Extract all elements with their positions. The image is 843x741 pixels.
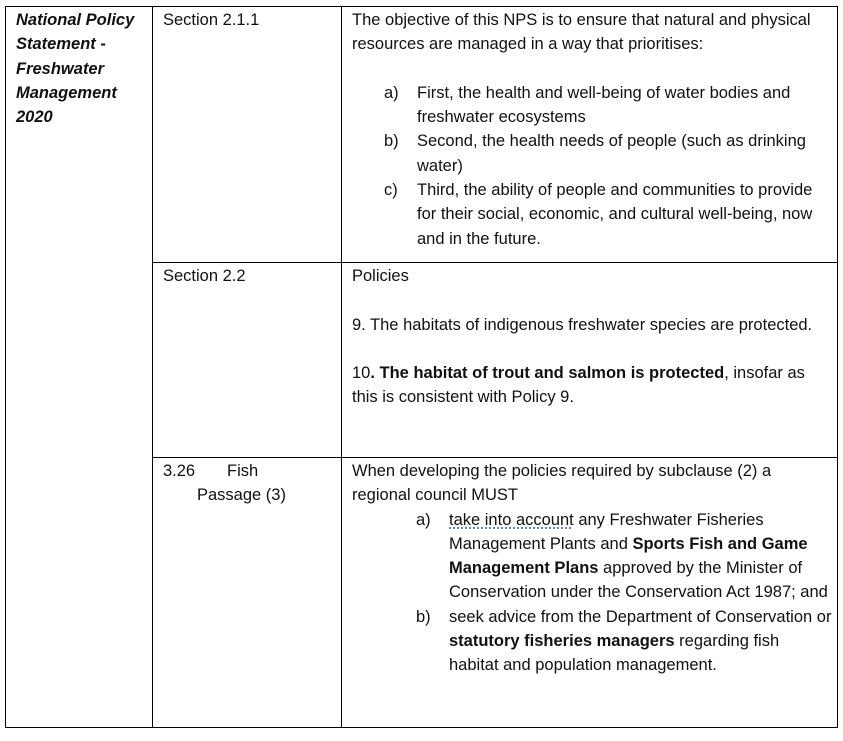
- list-item: [352, 605, 833, 678]
- list-text: seek advice from the Department of Conservation or: [449, 607, 832, 626]
- section-cell: [153, 7, 342, 263]
- section-number: 3.26: [163, 462, 196, 480]
- policies-heading: Policies: [352, 267, 409, 285]
- list-label: c): [384, 181, 398, 200]
- instrument-title-cell: [6, 7, 153, 728]
- list-text: First, the health and well-being of water bodies and freshwater ecosystems: [417, 83, 791, 127]
- section-reference: [163, 459, 337, 483]
- content-cell: [342, 458, 838, 728]
- list-text: Second, the health needs of people (such as drinking water): [417, 132, 806, 175]
- table-row: [6, 7, 838, 263]
- section-reference: Section 2.2: [163, 267, 246, 285]
- policy-10-number: 10: [352, 364, 371, 383]
- list-label: a): [384, 83, 399, 102]
- policy-10-bold: . The habitat of trout and salmon is protected: [370, 364, 725, 383]
- list-text: regarding fish habitat and population management.: [449, 632, 780, 675]
- list-item: [352, 508, 833, 605]
- list-label: b): [384, 132, 399, 151]
- list-text: Third, the ability of people and communities to provide for their social, economic, and cultural well-being, now and in the future.: [417, 181, 813, 248]
- objective-intro: The objective of this NPS is to ensure that natural and physical resources are managed in a way that prioritises:: [352, 11, 811, 54]
- list-text: approved by the Minister of Conservation under the Conservation Act 1987; and: [449, 559, 828, 602]
- list-label: b): [416, 607, 431, 626]
- content-cell: [342, 263, 838, 458]
- section-title-second: Passage (3): [197, 486, 286, 505]
- priority-list: [352, 81, 833, 251]
- instrument-title: National Policy Statement - Freshwater Management 2020: [16, 11, 135, 127]
- section-cell: [153, 458, 342, 728]
- section-reference: Section 2.1.1: [163, 11, 260, 29]
- list-item: [352, 81, 833, 130]
- list-bold-text: Sports Fish and Game Management Plans: [449, 534, 808, 578]
- list-text: any Freshwater Fisheries Management Plants and: [449, 510, 764, 553]
- policy-10-rest: , insofar as this is consistent with Policy 9.: [352, 364, 805, 407]
- list-bold-text: statutory fisheries managers: [449, 632, 675, 651]
- section-cell: [153, 263, 342, 458]
- list-item: [352, 178, 833, 251]
- policy-10: [352, 361, 833, 410]
- policy-table: [5, 6, 838, 728]
- section-title-first: Fish: [227, 462, 259, 480]
- clause-intro: When developing the policies required by subclause (2) a regional council MUST: [352, 462, 772, 505]
- requirements-list: [352, 508, 833, 678]
- spellcheck-underlined-text[interactable]: take into account: [449, 510, 574, 529]
- list-item: [352, 129, 833, 178]
- list-label: a): [416, 510, 431, 529]
- policy-9: 9. The habitats of indigenous freshwater species are protected.: [352, 315, 813, 334]
- content-cell: [342, 7, 838, 263]
